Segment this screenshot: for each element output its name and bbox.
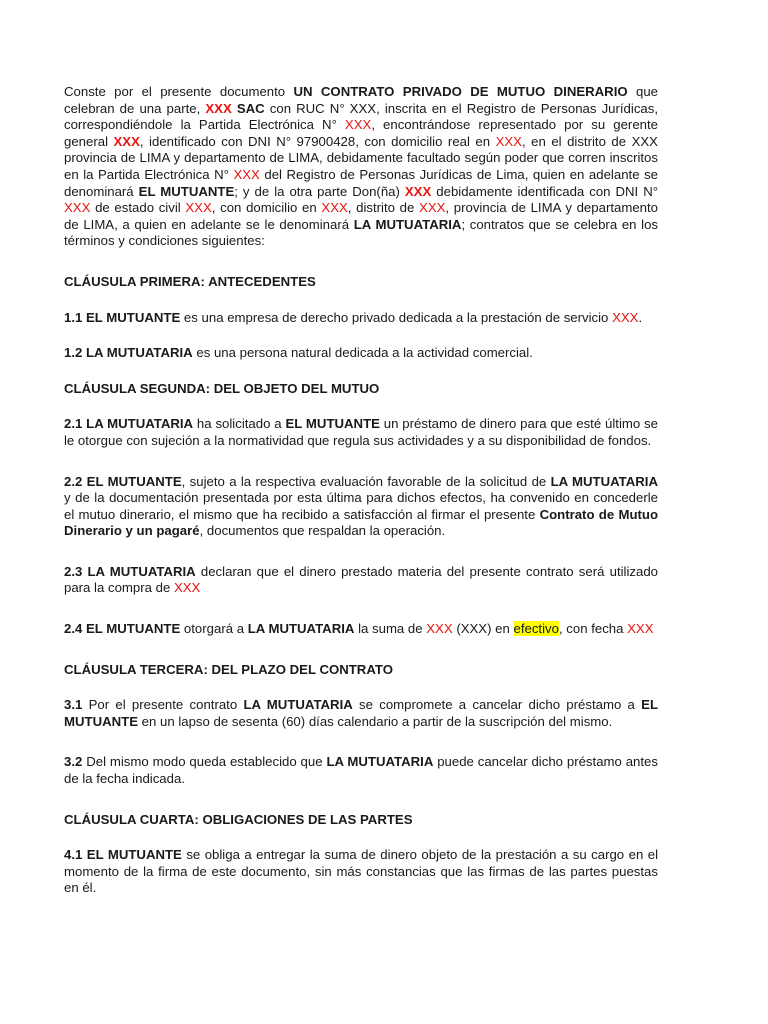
- clause-2-heading: CLÁUSULA SEGUNDA: DEL OBJETO DEL MUTUO: [64, 380, 380, 396]
- text-run: debidamente identificada con DNI N°: [431, 183, 659, 199]
- paragraph-1-2: [64, 345, 658, 362]
- text-run: 1.2 LA MUTUATARIA: [64, 345, 193, 361]
- text-run: un préstamo de dinero para que esté último se le otorgue con sujeción a la normatividad que regula sus actividades y a su disponibilidad de fondos.: [64, 416, 658, 448]
- text-run: 2.4 EL MUTUANTE: [64, 621, 181, 637]
- text-run: XXX: [612, 309, 639, 325]
- text-run: 1.1 EL MUTUANTE: [64, 309, 181, 325]
- text-run: , con fecha: [558, 621, 628, 637]
- paragraph-4-1: [64, 847, 658, 897]
- text-run: es una empresa de derecho privado dedicada a la prestación de servicio: [180, 309, 613, 325]
- text-run: de estado civil: [90, 200, 186, 216]
- text-run: con RUC N° XXX, inscrita en el Registro de Personas Jurídicas, correspondiéndole la Partida Electrónica N°: [64, 100, 659, 133]
- paragraph-2-1: [64, 416, 658, 449]
- text-run: XXX: [404, 183, 432, 199]
- text-run: , identificado con DNI N° 97900428, con domicilio real en: [139, 133, 496, 149]
- text-run: SAC: [231, 100, 265, 116]
- text-run: LA MUTUATARIA: [243, 697, 353, 713]
- text-run: Contrato de Mutuo Dinerario y un pagaré: [64, 506, 658, 539]
- text-run: se obliga a entregar la suma de dinero objeto de la prestación a su cargo en el momento de la firma de este documento, sin más constancias que las firmas de las partes puestas en él.: [64, 847, 658, 896]
- text-run: XXX: [205, 100, 232, 116]
- text-run: 2.3 LA MUTUATARIA: [64, 563, 196, 579]
- text-run: otorgará a: [180, 621, 248, 637]
- text-run: UN CONTRATO PRIVADO DE MUTUO DINERARIO: [293, 84, 628, 99]
- text-run: 3.2: [64, 754, 83, 770]
- paragraph-2-2: [64, 474, 658, 540]
- text-run: 4.1 EL MUTUANTE: [64, 847, 182, 863]
- text-run: 3.1: [64, 697, 83, 713]
- text-run: 2.1 LA MUTUATARIA: [64, 416, 194, 432]
- text-run: 2.2 EL MUTUANTE: [64, 473, 182, 489]
- text-run: se compromete a cancelar dicho préstamo a: [352, 697, 642, 713]
- text-run: XXX: [64, 200, 91, 216]
- contract-intro-paragraph: [64, 84, 658, 250]
- text-run: .: [638, 309, 643, 325]
- text-run: XXX: [233, 166, 260, 182]
- text-run: EL MUTUANTE: [285, 416, 380, 432]
- text-run: que celebran de una parte,: [64, 84, 659, 116]
- text-run: ; y de la otra parte Don(ña): [234, 183, 405, 199]
- text-run: , en el distrito de XXX provincia de LIMA y departamento de LIMA, debidamente facultado según poder que corren inscritos en la Partida Electrónica N°: [64, 133, 658, 182]
- text-run: EL MUTUANTE: [138, 183, 235, 199]
- text-run: puede cancelar dicho préstamo antes de la fecha indicada.: [64, 754, 658, 787]
- text-run: XXX: [185, 200, 212, 216]
- text-run: , distrito de: [347, 200, 420, 216]
- text-run: y de la documentación presentada por esta última para dichos efectos, ha convenido en concederle el mutuo dinerario, el mismo que ha recibido a satisfacción al firmar el presente: [64, 490, 658, 522]
- text-run: , documentos que respaldan la operación.: [199, 523, 446, 539]
- text-run: LA MUTUATARIA: [353, 216, 462, 232]
- clause-4-heading: CLÁUSULA CUARTA: OBLIGACIONES DE LAS PARTES: [64, 811, 413, 827]
- text-run: XXX: [495, 133, 522, 149]
- paragraph-2-3: [64, 564, 658, 597]
- text-run: en un lapso de sesenta (60) días calendario a partir de la suscripción del mismo.: [138, 713, 613, 729]
- text-run: efectivo: [513, 621, 559, 637]
- text-run: ; contratos que se celebra en los términos y condiciones siguientes:: [64, 216, 658, 249]
- text-run: la suma de: [354, 621, 427, 637]
- text-run: Del mismo modo queda establecido que: [82, 754, 327, 770]
- text-run: XXX: [173, 580, 201, 596]
- text-run: XXX: [113, 133, 140, 149]
- text-run: , con domicilio en: [211, 200, 322, 216]
- text-run: del Registro de Personas Jurídicas de Lima, quien en adelante se denominará: [64, 166, 658, 199]
- text-run: XXX: [426, 621, 453, 637]
- text-run: XXX: [627, 621, 654, 637]
- text-run: LA MUTUATARIA: [326, 754, 434, 770]
- text-run: , sujeto a la respectiva evaluación favorable de la solicitud de: [181, 473, 551, 489]
- text-run: LA MUTUATARIA: [550, 473, 658, 489]
- text-run: , encontrándose representado por su gerente general: [64, 117, 658, 149]
- text-run: EL MUTUANTE: [64, 697, 659, 729]
- paragraph-3-2: [64, 754, 658, 787]
- text-run: es una persona natural dedicada a la actividad comercial.: [192, 345, 533, 361]
- text-run: XXX: [419, 200, 446, 216]
- clause-3-heading: CLÁUSULA TERCERA: DEL PLAZO DEL CONTRATO: [64, 661, 393, 677]
- paragraph-3-1: [64, 697, 658, 730]
- text-run: XXX: [344, 117, 372, 133]
- text-run: , provincia de LIMA y departamento de LIMA, a quien en adelante se le denominará: [64, 200, 658, 232]
- text-run: Conste por el presente documento: [64, 84, 294, 99]
- text-run: LA MUTUATARIA: [247, 621, 355, 637]
- paragraph-2-4: [64, 621, 658, 638]
- text-run: XXX: [321, 200, 348, 216]
- text-run: (XXX) en: [452, 621, 514, 637]
- text-run: Por el presente contrato: [82, 697, 244, 713]
- clause-1-heading: CLÁUSULA PRIMERA: ANTECEDENTES: [64, 273, 316, 289]
- text-run: ha solicitado a: [193, 416, 286, 432]
- text-run: declaran que el dinero prestado materia del presente contrato será utilizado para la compra de: [64, 563, 659, 596]
- paragraph-1-1: [64, 310, 658, 327]
